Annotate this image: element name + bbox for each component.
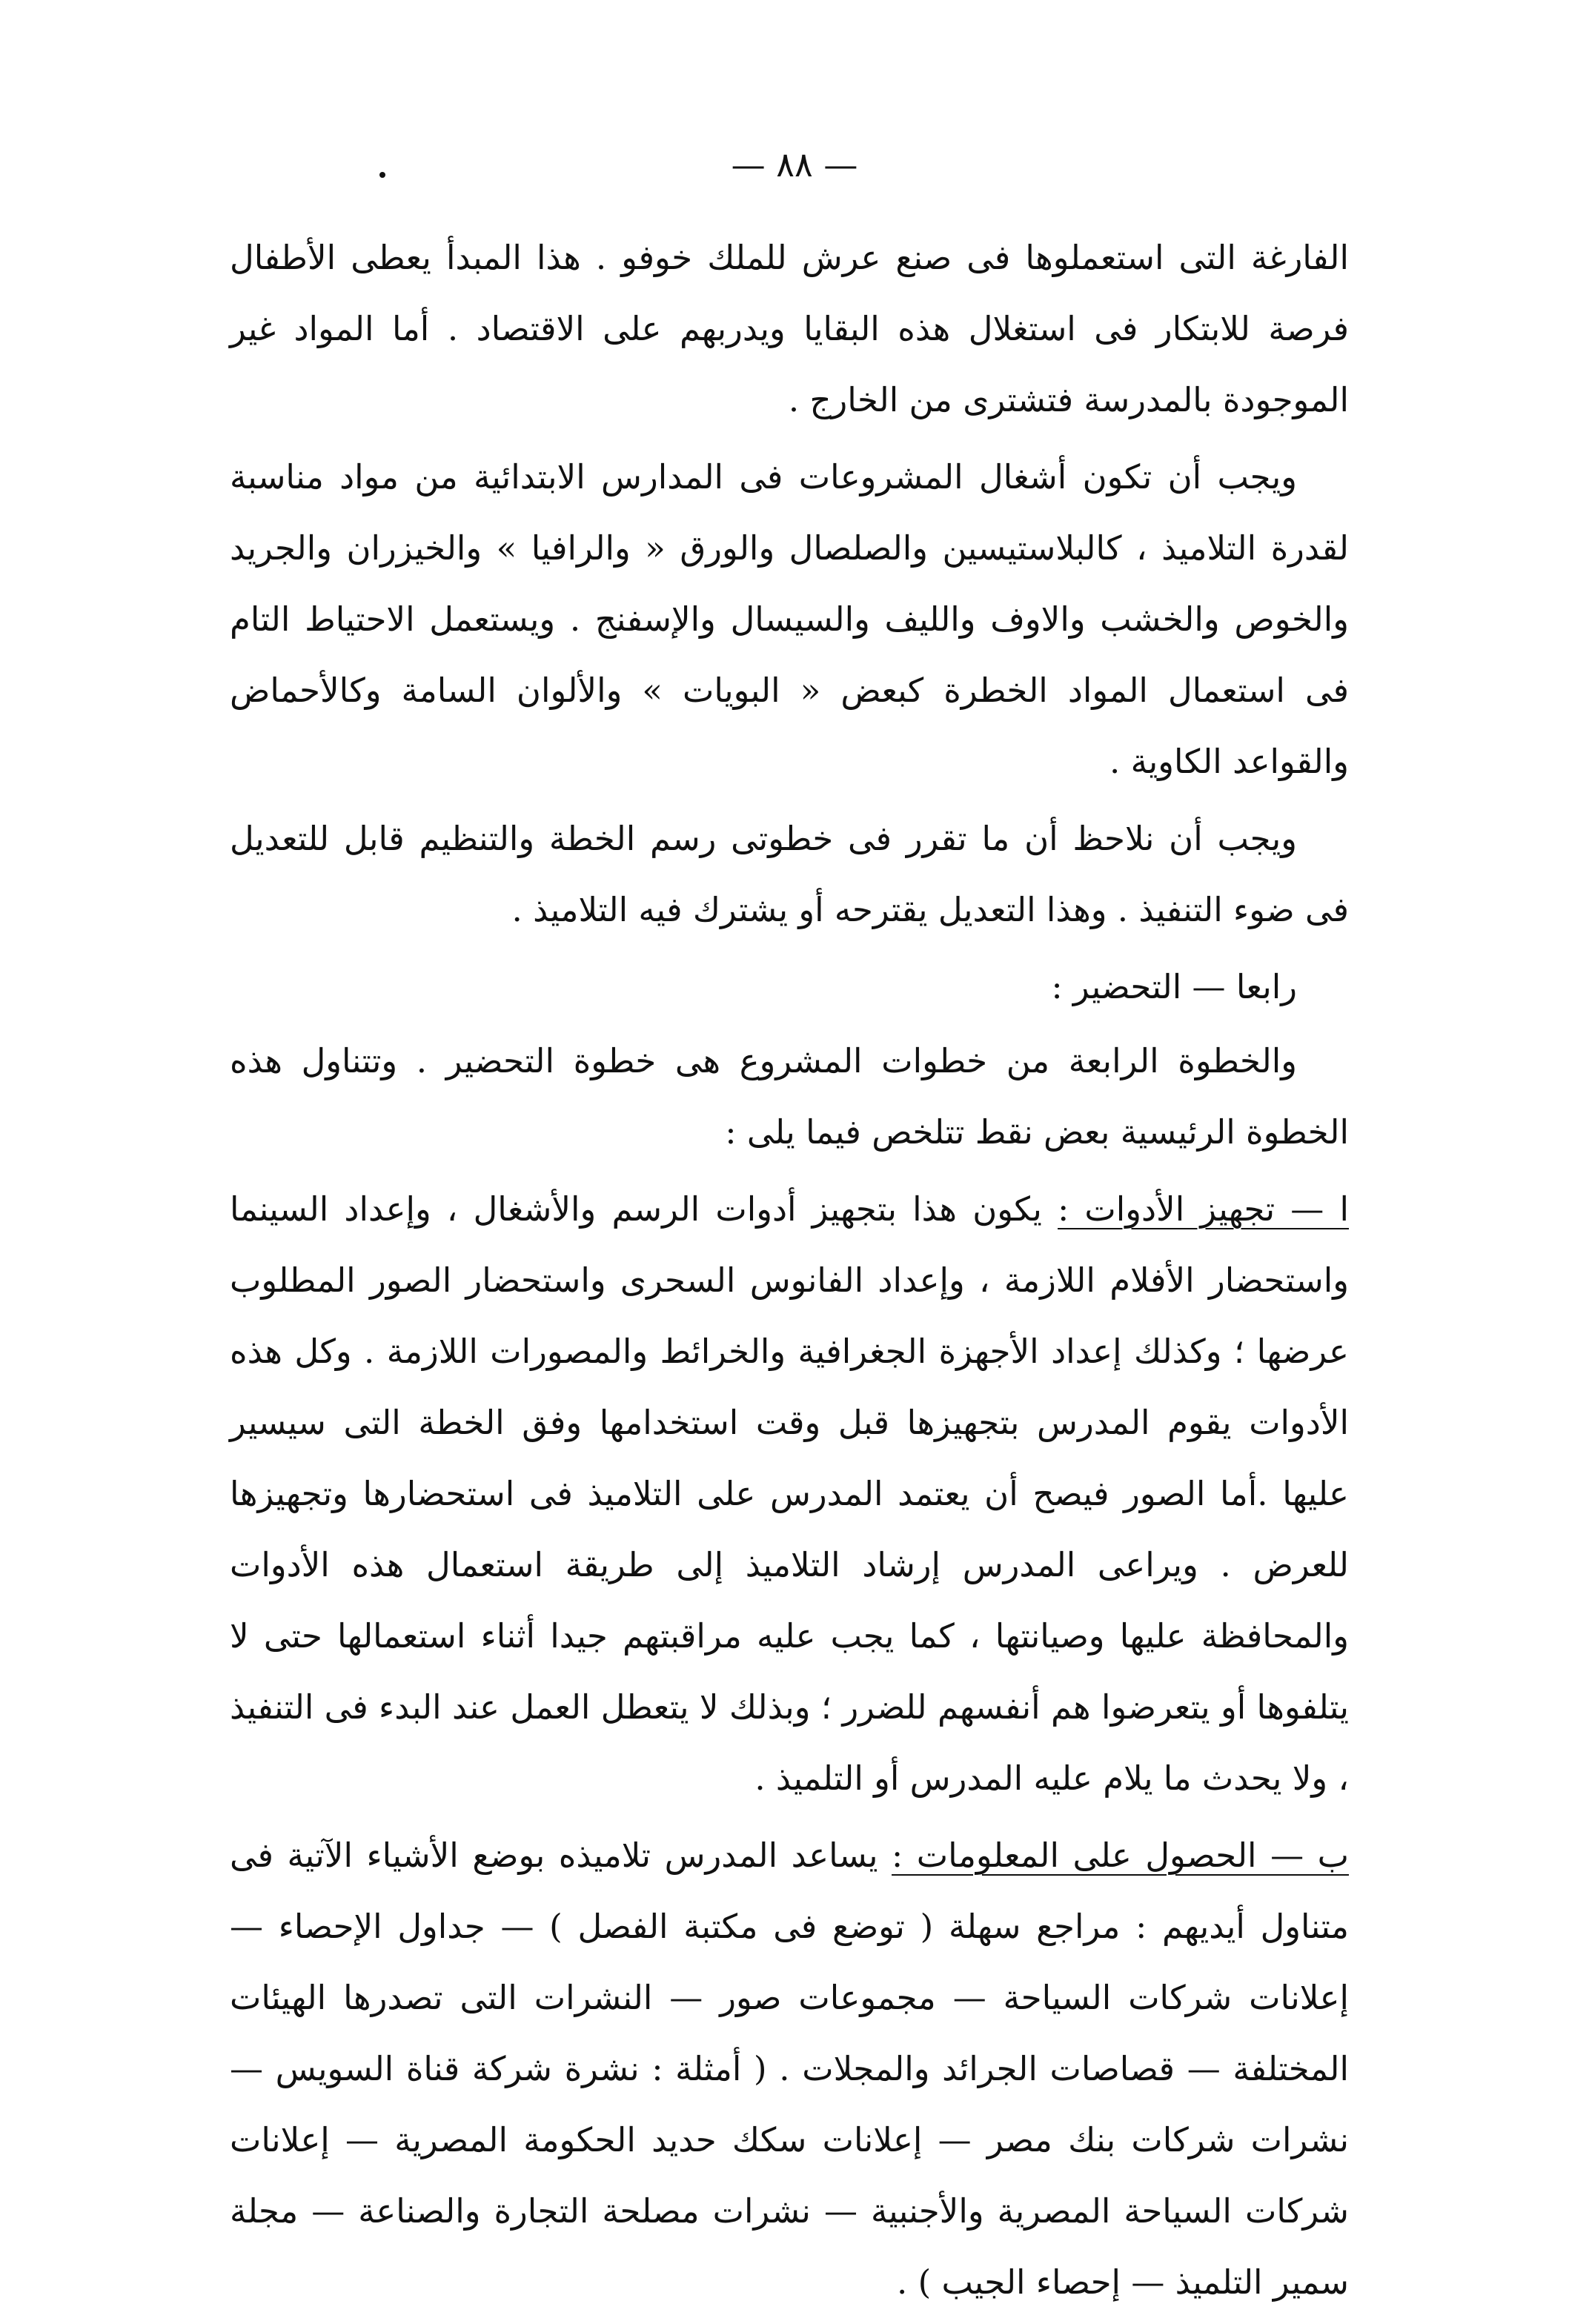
- page-body: [230, 222, 1349, 2324]
- paragraph-continuation: الفارغة التى استعملوها فى صنع عرش للملك خوفو . هذا المبدأ يعطى الأطفال فرصة للابتكار فى استغلال هذه البقايا ويدربهم على الاقتصاد . أما المواد غير الموجودة بالمدرسة فتشترى من الخارج .: [230, 238, 1349, 419]
- paragraph-materials: ويجب أن تكون أشغال المشروعات فى المدارس الابتدائية من مواد مناسبة لقدرة التلاميذ ، كالبلاستيسين والصلصال والورق « والرافيا » والخيزران والجريد والخوص والخشب والاوف والليف والسيسال والإسفنج . ويستعمل الاحتياط التام فى استعمال المواد الخطرة كبعض « البويات » والألوان السامة وكالأحماض والقواعد الكاوية .: [230, 457, 1349, 781]
- paragraph-modification: ويجب أن نلاحظ أن ما تقرر فى خطوتى رسم الخطة والتنظيم قابل للتعديل فى ضوء التنفيذ . وهذا التعديل يقترحه أو يشترك فيه التلاميذ .: [230, 819, 1349, 929]
- item-information-label: ب — الحصول على المعلومات :: [892, 1836, 1349, 1875]
- item-tools-label: ا — تجهيز الأدوات :: [1058, 1189, 1349, 1229]
- section-heading-preparation: رابعا — التحضير :: [1051, 967, 1297, 1006]
- item-tools: [230, 1174, 1349, 1814]
- item-information-text: يساعد المدرس تلاميذه بوضع الأشياء الآتية فى متناول أيديهم : مراجع سهلة ( توضع فى مكتبة الفصل ) — جداول الإحصاء — إعلانات شركات السياحة — مجموعات صور — النشرات التى تصدرها الهيئات المختلفة — قصاصات الجرائد والمجلات . ( أمثلة : نشرة شركة قناة السويس — نشرات شركات بنك مصر — إعلانات سكك حديد الحكومة المصرية — إعلانات شركات السياحة المصرية والأجنبية — نشرات مصلحة التجارة والصناعة — مجلة سمير التلميذ — إحصاء الجيب ) .: [230, 1836, 1349, 2302]
- ink-dot: [379, 172, 385, 178]
- page-number: — ٨٨ —: [731, 145, 858, 185]
- item-tools-text: يكون هذا بتجهيز أدوات الرسم والأشغال ، وإعداد السينما واستحضار الأفلام اللازمة ، وإعداد الفانوس السحرى واستحضار الصور المطلوب عرضها ؛ وكذلك إعداد الأجهزة الجغرافية والخرائط والمصورات اللازمة . وكل هذه الأدوات يقوم المدرس بتجهيزها قبل وقت استخدامها وفق الخطة التى سيسير عليها .أما الصور فيصح أن يعتمد المدرس على التلاميذ فى استحضارها وتجهيزها للعرض . ويراعى المدرس إرشاد التلاميذ إلى طريقة استعمال هذه الأدوات والمحافظة عليها وصيانتها ، كما يجب عليه مراقبتهم جيدا أثناء استعمالها حتى لا يتلفوها أو يتعرضوا هم أنفسهم للضرر ؛ وبذلك لا يتعطل العمل عند البدء فى التنفيذ ، ولا يحدث ما يلام عليه المدرس أو التلميذ .: [230, 1189, 1349, 1798]
- item-information: [230, 1820, 1349, 2318]
- paragraph-fourth-step: والخطوة الرابعة من خطوات المشروع هى خطوة التحضير . وتتناول هذه الخطوة الرئيسية بعض نقط تتلخص فيما يلى :: [230, 1041, 1349, 1152]
